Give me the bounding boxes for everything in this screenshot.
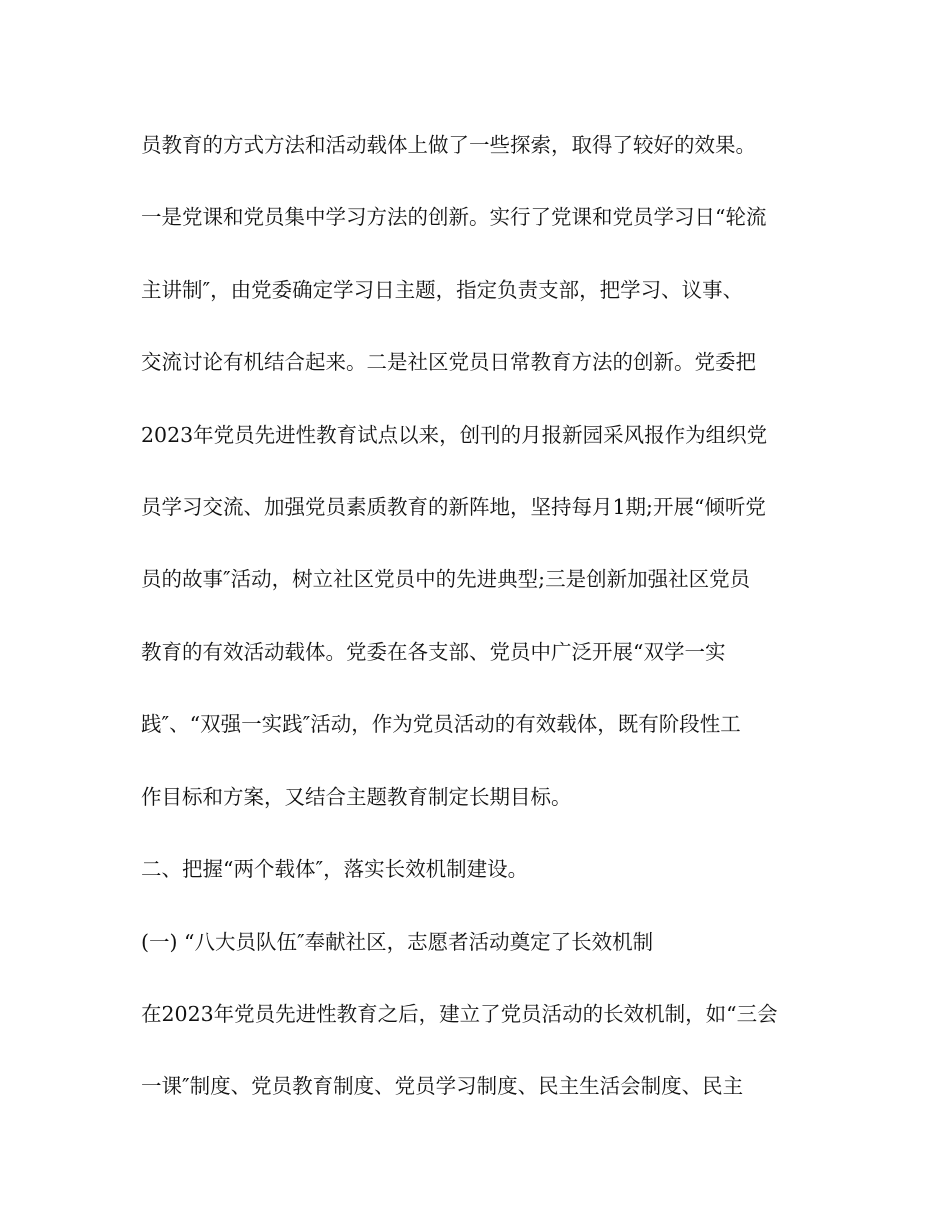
- text-line: 员的故事″活动，树立社区党员中的先进典型;三是创新加强社区党员: [141, 567, 751, 591]
- text-line: 作目标和方案，又结合主题教育制定长期目标。: [141, 785, 572, 809]
- text-line: 员学习交流、加强党员素质教育的新阵地，坚持每月1期;开展“倾听党: [141, 495, 766, 519]
- text-line: 交流讨论有机结合起来。二是社区党员日常教育方法的创新。党委把: [141, 350, 756, 374]
- text-line: 2023年党员先进性教育试点以来，创刊的月报新园采风报作为组织党: [141, 423, 768, 447]
- text-line: 员教育的方式方法和活动载体上做了一些探索，取得了较好的效果。: [141, 133, 756, 157]
- text-line: 践″、“双强一实践″活动，作为党员活动的有效载体，既有阶段性工: [141, 712, 741, 736]
- text-line: 主讲制″，由党委确定学习日主题，指定负责支部，把学习、议事、: [141, 278, 744, 302]
- text-line: 一是党课和党员集中学习方法的创新。实行了党课和党员学习日“轮流: [141, 205, 767, 229]
- section-heading: 二、把握“两个载体″，落实长效机制建设。: [141, 857, 529, 881]
- text-line: 一课″制度、党员教育制度、党员学习制度、民主生活会制度、民主: [141, 1074, 744, 1098]
- subsection-heading: (一) “八大员队伍″奉献社区，志愿者活动奠定了长效机制: [141, 930, 654, 954]
- text-line: 在2023年党员先进性教育之后，建立了党员活动的长效机制，如“三会: [141, 1002, 778, 1026]
- text-line: 教育的有效活动载体。党委在各支部、党员中广泛开展“双学一实: [141, 640, 726, 664]
